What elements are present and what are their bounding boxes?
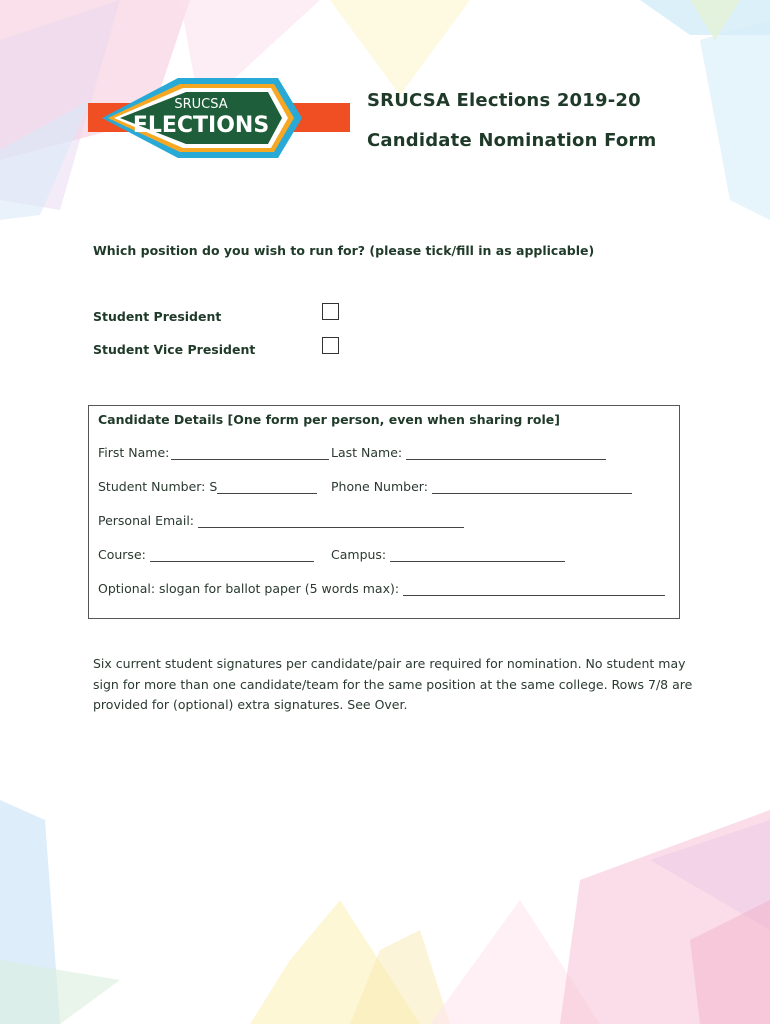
campus-line[interactable] [390, 549, 565, 562]
last-name-line[interactable] [406, 447, 606, 460]
position-question: Which position do you wish to run for? (please tick/fill in as applicable) [93, 243, 595, 258]
candidate-details-box [88, 405, 680, 619]
form-subtitle: Candidate Nomination Form [367, 130, 657, 151]
checkbox-student-vice-president[interactable] [322, 337, 339, 354]
form-title: SRUCSA Elections 2019-20 [367, 90, 641, 111]
campus-label: Campus: [331, 547, 387, 562]
slogan-label: Optional: slogan for ballot paper (5 words max): [98, 581, 400, 596]
student-number-field[interactable] [98, 479, 317, 494]
campus-field[interactable] [331, 547, 565, 562]
srucsa-elections-logo [88, 78, 353, 158]
last-name-field[interactable] [331, 445, 606, 460]
personal-email-line[interactable] [198, 515, 464, 528]
student-number-label: Student Number: S [98, 479, 218, 494]
phone-number-line[interactable] [432, 481, 632, 494]
phone-number-field[interactable] [331, 479, 632, 494]
checkbox-student-president[interactable] [322, 303, 339, 320]
slogan-line[interactable] [403, 583, 665, 596]
slogan-field[interactable] [98, 581, 665, 596]
candidate-details-heading: Candidate Details [One form per person, even when sharing role] [98, 412, 560, 427]
first-name-field[interactable] [98, 445, 329, 460]
first-name-label: First Name: [98, 445, 170, 460]
phone-number-label: Phone Number: [331, 479, 428, 494]
logo-top-text: SRUCSA [174, 97, 228, 112]
student-number-line[interactable] [217, 481, 317, 494]
position-label-vice-president: Student Vice President [93, 342, 256, 357]
course-line[interactable] [150, 549, 314, 562]
personal-email-field[interactable] [98, 513, 464, 528]
course-label: Course: [98, 547, 146, 562]
logo-main-text: ELECTIONS [132, 113, 270, 138]
position-label-president: Student President [93, 309, 222, 324]
personal-email-label: Personal Email: [98, 513, 195, 528]
signature-requirements-note: Six current student signatures per candidate/pair are required for nomination. No student may sign for more than one candidate/team for the same position at the same college. Rows 7/8 are provided for (optional) extra signatures. See Over. [93, 656, 693, 712]
course-field[interactable] [98, 547, 314, 562]
last-name-label: Last Name: [331, 445, 403, 460]
first-name-line[interactable] [171, 447, 329, 460]
